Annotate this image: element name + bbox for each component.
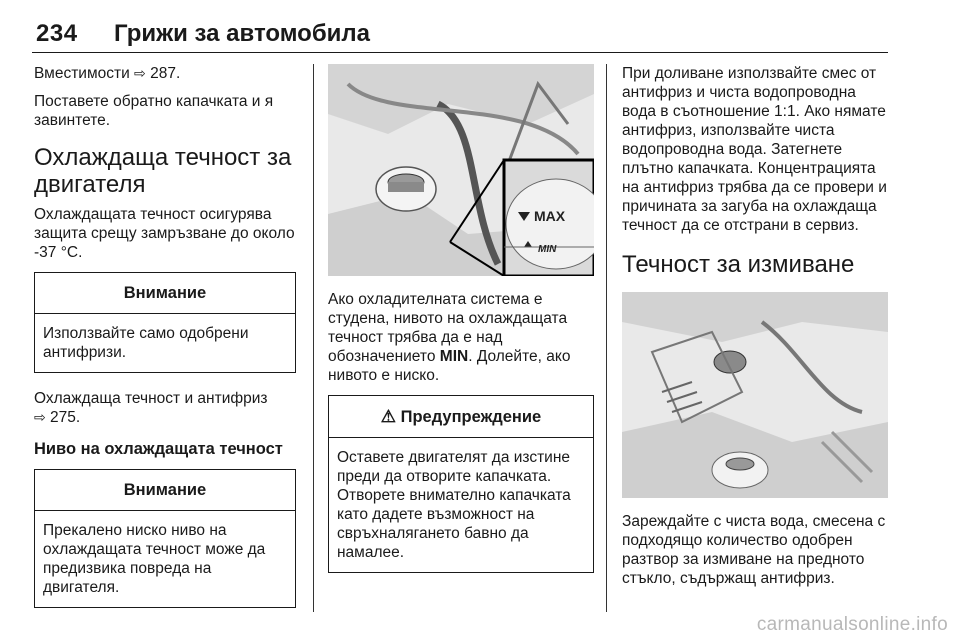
coolant-reservoir-image: [328, 64, 594, 276]
section-heading-washer: Течност за измиване: [622, 251, 855, 278]
subheading-coolant-level: Ниво на охлаждащата течност: [34, 440, 283, 458]
min-mark-text: MIN: [439, 348, 469, 365]
page-header: [32, 18, 888, 53]
caution-body: Използвайте само одобрени антифризи.: [43, 325, 249, 361]
column-divider-2: [606, 64, 607, 612]
washer-text: Зареждайте с чиста вода, смесена с подходящо количество одобрен разтвор за измиване на предното стъкло, съдържащ антифриз.: [622, 513, 886, 587]
caution-box-1: [34, 272, 296, 373]
watermark: carmanualsonline.info: [756, 614, 948, 635]
page-number: 234: [36, 20, 78, 47]
column-1: [34, 64, 296, 624]
page-title: Грижи за автомобила: [114, 20, 371, 47]
coolant-ref: Охлаждаща течност и антифриз ⇨ 275.: [34, 390, 268, 426]
capacities-link[interactable]: 287.: [150, 65, 181, 82]
warning-title: Предупреждение: [400, 408, 542, 426]
coolant-intro: Охлаждащата течност осигурява защита срещу замръзване до около -37 °C.: [34, 206, 295, 261]
refit-cap-text: Поставете обратно капачката и я завинтете.: [34, 93, 274, 129]
ref-arrow-icon: ⇨: [34, 409, 46, 425]
min-label: MIN: [538, 244, 557, 255]
warning-body: Оставете двигателят да изстине преди да отворите капачката. Отворете внимателно капачката като дадете възможност на свръхналягането бавно да намалее.: [337, 449, 571, 561]
caution-box-2: [34, 469, 296, 608]
coolant-level-text: Ако охладителната система е студена, нивото на охлаждащата течност трябва да е над обозначението MIN. Долейте, ако нивото е ниско.: [328, 291, 571, 384]
max-label: MAX: [534, 208, 566, 224]
caution-body: Прекалено ниско ниво на охлаждащата течност може да предизвика повреда на двигателя.: [43, 522, 266, 596]
column-3: [622, 64, 890, 597]
topup-text: При доливане използвайте смес от антифриз и чиста водопроводна вода в съотношение 1:1. Ако нямате антифриз, използвайте чиста водопроводна вода. Затегнете плътно капачката. Концентрацията на антифриз трябва да се провери и причината за загуба на охлаждаща течност да се отстрани в сервиз.: [622, 65, 887, 234]
section-heading-coolant: Охлаждаща течност за двигателя: [34, 144, 292, 198]
column-divider-1: [313, 64, 314, 612]
coolant-link[interactable]: 275.: [50, 409, 81, 426]
column-2: [328, 64, 594, 589]
warning-title-row: [329, 396, 593, 438]
washer-reservoir-image: [622, 292, 888, 498]
warning-box: [328, 395, 594, 573]
caution-title: Внимание: [35, 470, 295, 511]
warning-triangle-icon: ⚠: [380, 407, 397, 426]
capacities-ref: Вместимости ⇨ 287.: [34, 65, 181, 82]
ref-arrow-icon: ⇨: [134, 65, 146, 81]
caution-title: Внимание: [35, 273, 295, 314]
